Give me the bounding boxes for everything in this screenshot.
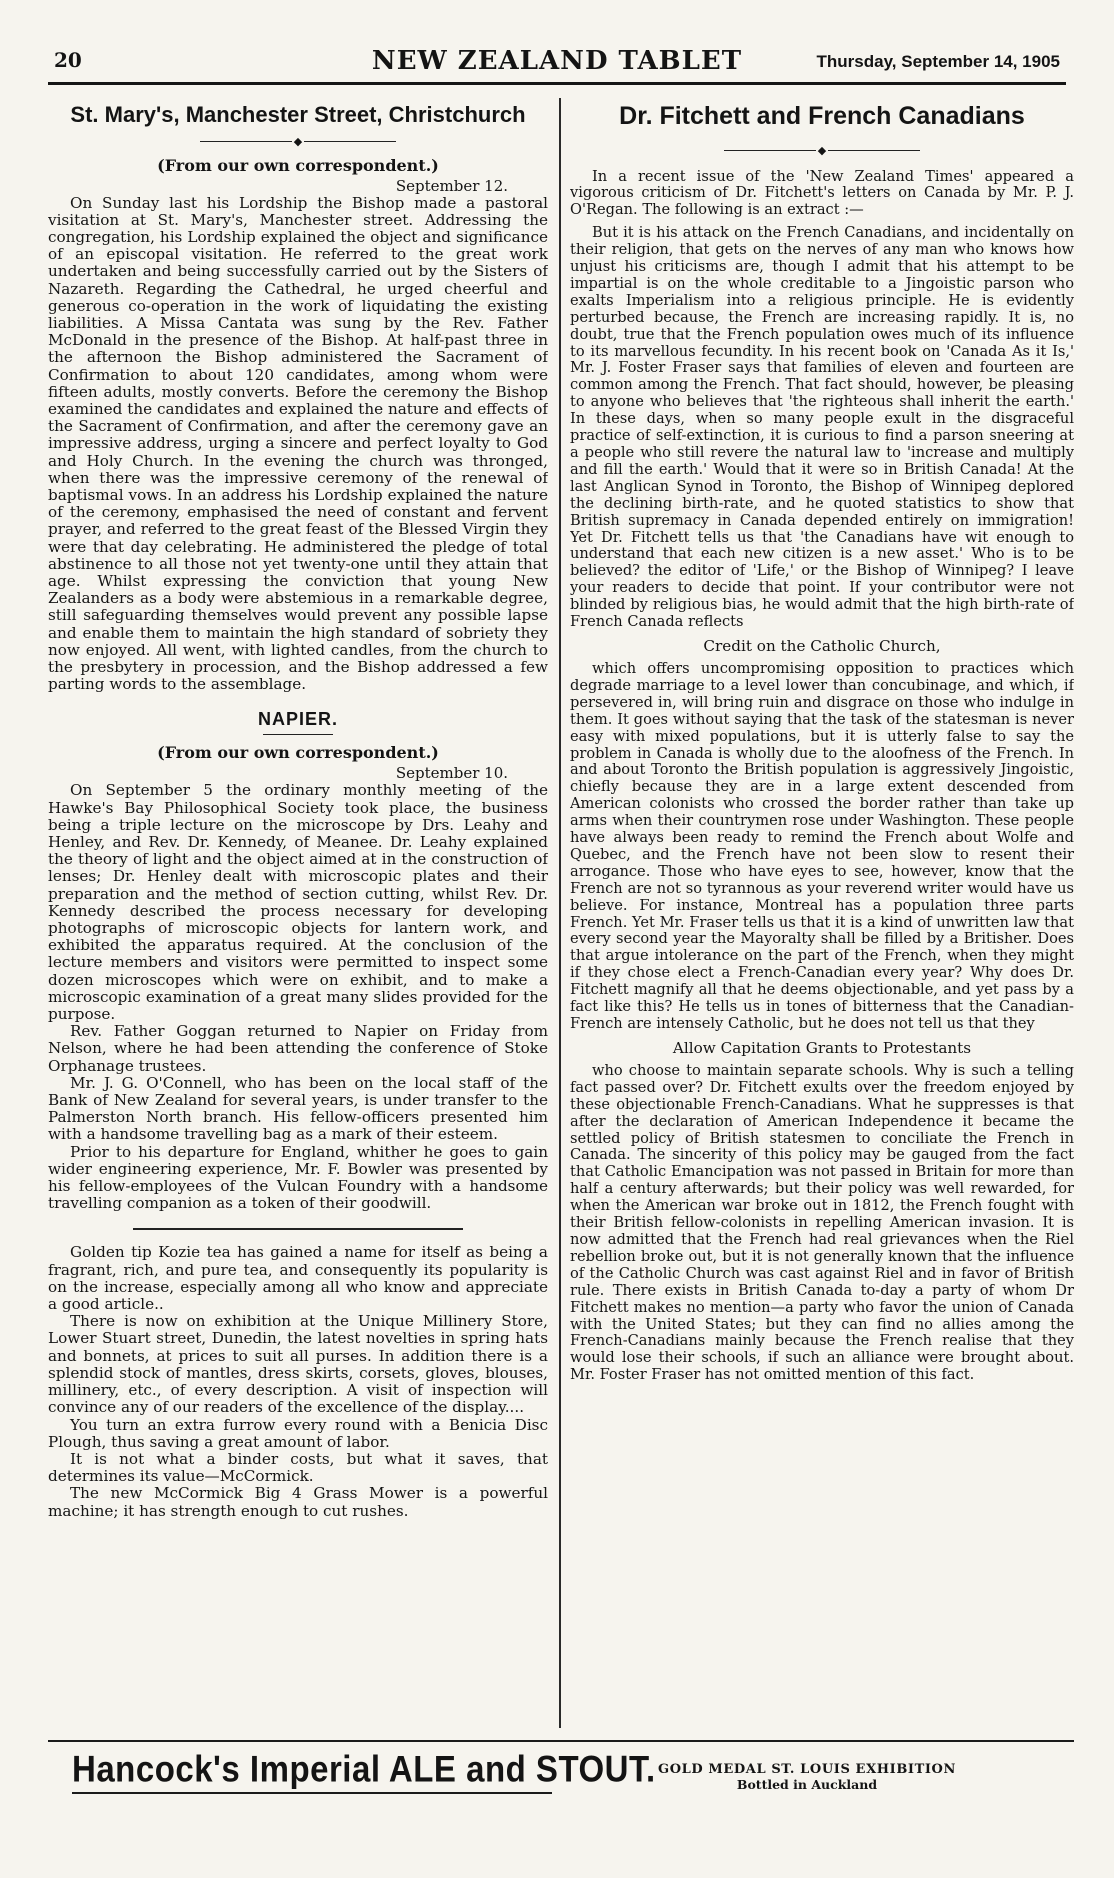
advert-gold-medal-line2: Bottled in Auckland bbox=[736, 1777, 878, 1792]
newspaper-title: NEW ZEALAND TABLET bbox=[371, 46, 743, 76]
article-paragraph: who choose to maintain separate schools. Why is such a telling fact passed over? Dr. Fitchett exults over the freedom enjoyed by these objectionable French-Canadians. What he suppresses is that after the declaration of American Independence it became the settled policy of British statesmen to conciliate the French in Canada. The sincerity of this policy may be gauged from the fact that Catholic Emancipation was not passed in Britain for more than half a century afterwards; but their policy was well rewarded, for when the American war broke out in 1812, the French fought with their British fellow-colonists in repelling American invasion. It is now admitted that the French had real grievances when the Riel rebellion broke out, but it is not generally known that the influence of the Catholic Church was cast against Riel and in favor of British rule. There exists in British Canada to-day a party of whom Dr Fitchett makes no mention—a party who favor the union of Canada with the United States; but they can find no allies among the French-Canadians mainly because the French realise that they would lose their schools, if such an alliance were brought about. Mr. Foster Fraser has not omitted mention of this fact. bbox=[570, 1061, 1074, 1384]
article-paragraph: Prior to his departure for England, whither he goes to gain wider engineering experience, Mr. F. Bowler was presented by his fellow-employees of the Vulcan Foundry with a handsome travelling companion as a token of their goodwill. bbox=[48, 1142, 548, 1213]
article-date: September 12. bbox=[395, 176, 508, 195]
article-paragraph: Rev. Father Goggan returned to Napier on Friday from Nelson, where he had been attending the conference of Stoke Orphanage trustees. bbox=[48, 1022, 548, 1075]
issue-date: Thursday, September 14, 1905 bbox=[816, 52, 1060, 71]
article-paragraph: On September 5 the ordinary monthly meeting of the Hawke's Bay Philosophical Society took place, the business being a triple lecture on the microscope by Drs. Leahy and Henley, and Rev. Dr. Kennedy, of Meanee. Dr. Leahy explained the theory of light and the object aimed at in the construction of lenses; Dr. Henley dealt with microscopic plates and their preparation and the method of section cutting, whilst Rev. Dr. Kennedy described the process necessary for developing photographs of microscopic objects for lantern work, and exhibited the apparatus required. At the conclusion of the lecture members and visitors were permitted to inspect some dozen microscopes which were on exhibit, and to make a microscopic examination of a great many slides provided for the purpose. bbox=[48, 781, 548, 1024]
advert-paragraph: It is not what a binder costs, but what it saves, that determines its value—McCormick. bbox=[48, 1449, 548, 1486]
advert-gold-medal bbox=[540, 1762, 1074, 1792]
section-separator bbox=[133, 1228, 463, 1230]
article-headline-fitchett: Dr. Fitchett and French Canadians bbox=[619, 102, 1025, 130]
article-headline-napier: NAPIER. bbox=[257, 709, 338, 730]
byline: (From our own correspondent.) bbox=[157, 155, 439, 175]
divider bbox=[263, 734, 333, 735]
sub-heading: Allow Capitation Grants to Protestants bbox=[672, 1038, 972, 1057]
advert-paragraph: The new McCormick Big 4 Grass Mower is a powerful machine; it has strength enough to cut rushes. bbox=[48, 1484, 548, 1520]
sub-heading: Credit on the Catholic Church, bbox=[703, 636, 941, 655]
page-number: 20 bbox=[54, 48, 82, 72]
footer-rule bbox=[48, 1740, 1074, 1742]
advert-paragraph: There is now on exhibition at the Unique Millinery Store, Lower Stuart street, Dunedin, the latest novelties in spring hats and bonnets, at prices to suit all purses. In addition there is a splendid stock of mantles, dress skirts, corsets, gloves, blouses, millinery, etc., of every description. A visit of inspection will convince any of our readers of the excellence of the display.... bbox=[48, 1312, 548, 1417]
left-column bbox=[48, 98, 548, 1728]
article-paragraph: But it is his attack on the French Canadians, and incidentally on their religion, that gets on the nerves of any man who knows how unjust his criticisms are, though I admit that his attempt to be impartial is on the whole creditable to a Jingoistic parson who exalts Imperialism into a religious principle. He is evidently perturbed because, the French are increasing rapidly. It is, no doubt, true that the French population owes much of its influence to its marvellous fecundity. In his recent book on 'Canada As it Is,' Mr. J. Foster Fraser says that families of eleven and fourteen are common among the French. That fact should, however, be pleasing to anyone who believes that 'the righteous shall inherit the earth.' In these days, when so many people exult in the disgraceful practice of self-extinction, it is curious to find a parson sneering at a people who still revere the natural law to 'increase and multiply and fill the earth.' Would that it were so in British Canada! At the last Anglican Synod in Toronto, the Bishop of Winnipeg deplored the declining birth-rate, and he quoted statistics to show that British supremacy in Canada depended entirely on immigration! Yet Dr. Fitchett tells us that 'the Canadians have wit enough to understand that each new citizen is a new asset.' Who is to be believed? the editor of 'Life,' or the Bishop of Winnipeg? I leave your readers to decide that point. If your contributor were not blinded by religious bias, he would admit that the high birth-rate of French Canada reflects bbox=[570, 224, 1074, 631]
advert-gold-medal-line1: GOLD MEDAL ST. LOUIS EXHIBITION bbox=[658, 1762, 956, 1777]
article-paragraph: On Sunday last his Lordship the Bishop made a pastoral visitation at St. Mary's, Manchester street. Addressing the congregation, his Lordship explained the object and significance of an episcopal visitation. He referred to the great work undertaken and being successfully carried out by the Sisters of Nazareth. Regarding the Cathedral, he urged cheerful and generous co-operation in the work of liquidating the existing liabilities. A Missa Cantata was sung by the Rev. Father McDonald in the presence of the Bishop. At half-past three in the afternoon the Bishop administered the Sacrament of Confirmation to about 120 candidates, among whom were fifteen adults, mostly converts. Before the ceremony the Bishop examined the candidates and explained the nature and effects of the Sacrament of Confirmation, and after the ceremony gave an impressive address, urging a sincere and perfect loyalty to God and Holy Church. In the evening the church was thronged, when there was the impressive ceremony of the renewal of baptismal vows. In an address his Lordship explained the nature of the ceremony, emphasised the need of constant and fervent prayer, and referred to the great feast of the Blessed Virgin they were that day celebrating. He administered the pledge of total abstinence to all those not yet twenty-one until they attain that age. Whilst expressing the conviction that young New Zealanders as a body were abstemious in a remarkable degree, still safeguarding themselves would prevent any possible lapse and enable them to maintain the high standard of sobriety they now enjoyed. All went, with lighted candles, from the church to the presbytery in procession, and the Bishop addressed a few parting words to the assemblage. bbox=[48, 193, 548, 694]
advert-hancocks: Hancock's Imperial ALE and STOUT. bbox=[72, 1748, 656, 1790]
advert-paragraph: Golden tip Kozie tea has gained a name for itself as being a fragrant, rich, and pure tea, and consequently its popularity is on the increase, especially among all who know and appreciate a good article.. bbox=[48, 1243, 548, 1314]
ornament-divider: ◆ bbox=[48, 134, 548, 148]
advert-underline bbox=[72, 1792, 552, 1794]
article-headline-st-marys: St. Mary's, Manchester Street, Christchurch bbox=[70, 102, 526, 127]
column-rule bbox=[559, 98, 561, 1728]
advert-paragraph: You turn an extra furrow every round with a Benicia Disc Plough, thus saving a great amount of labor. bbox=[48, 1415, 548, 1451]
article-date: September 10. bbox=[395, 764, 508, 783]
masthead bbox=[48, 46, 1066, 85]
columns bbox=[48, 98, 1074, 1728]
article-paragraph: which offers uncompromising opposition to practices which degrade marriage to a level lower than concubinage, and which, if persevered in, will bring ruin and disgrace on those who indulge in them. It goes without saying that the task of the statesman is never easy with mixed populations, but it is utterly false to say the problem in Canada is wholly due to the aloofness of the French. In and about Toronto the British population is aggressively Jingoistic, chiefly because they are in a large extent descended from American colonists who crossed the border rather than take up arms when their countrymen rose under Washington. These people have always been ready to remind the French about Wolfe and Quebec, and the French have not been slow to resent their arrogance. Those who have eyes to see, however, know that the French are not so tyrannous as your reverend writer would have us believe. For instance, Montreal has a population three parts French. Yet Mr. Fraser tells us that it is a kind of unwritten law that every second year the Mayoralty shall be filled by a Britisher. Does that argue intolerance on the part of the French, when they might if they chose elect a French-Canadian every year? Why does Dr. Fitchett magnify all that he deems objectionable, and yet pass by a fact like this? He tells us in tones of bitterness that the Canadian-French are intensely Catholic, but he does not tell us that they bbox=[570, 659, 1074, 1032]
byline: (From our own correspondent.) bbox=[157, 743, 439, 763]
right-column bbox=[570, 98, 1074, 1728]
ornament-divider: ◆ bbox=[570, 143, 1074, 157]
article-paragraph: Mr. J. G. O'Connell, who has been on the local staff of the Bank of New Zealand for several years, is under transfer to the Palmerston North branch. His fellow-officers presented him with a handsome travelling bag as a mark of their esteem. bbox=[48, 1073, 548, 1144]
article-intro: In a recent issue of the 'New Zealand Times' appeared a vigorous criticism of Dr. Fitchett's letters on Canada by Mr. P. J. O'Regan. The following is an extract :— bbox=[570, 167, 1074, 219]
